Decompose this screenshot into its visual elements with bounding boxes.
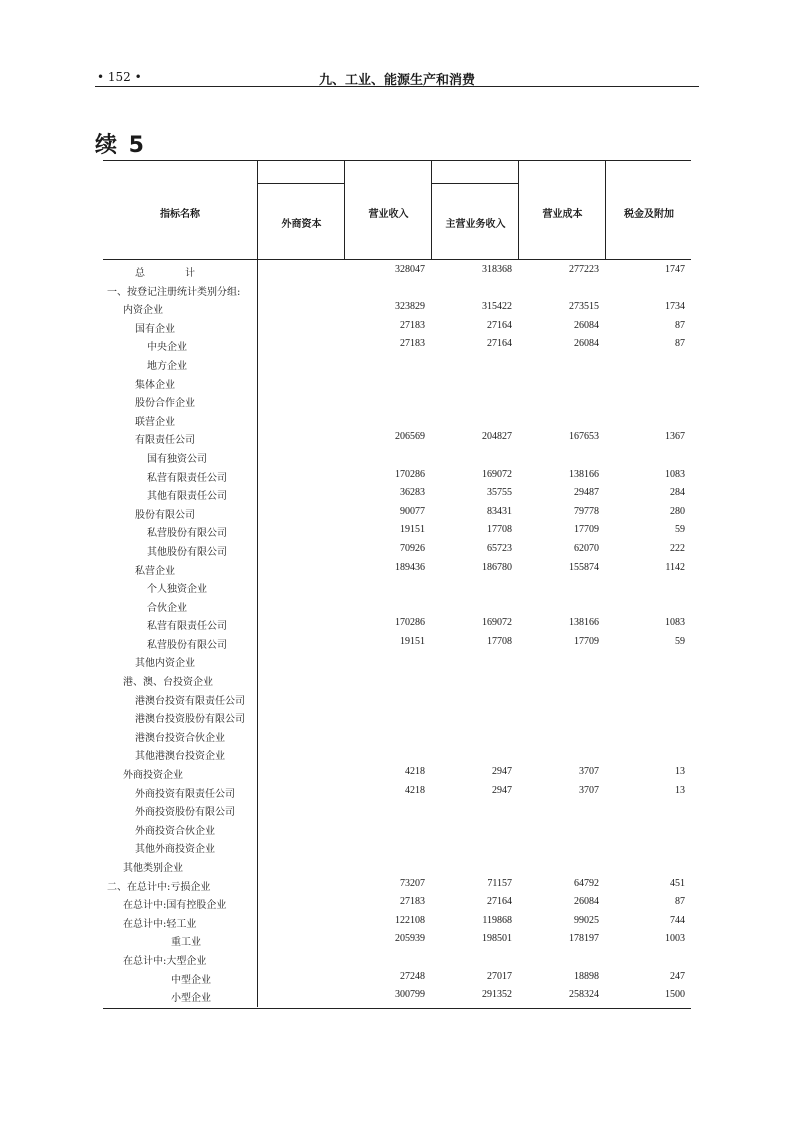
- col-header-taxes-surcharges: 税金及附加: [605, 161, 692, 259]
- table-row: [103, 597, 691, 616]
- cell-value: 277223: [569, 264, 599, 275]
- row-label: 小型企业: [171, 993, 211, 1005]
- cell-value: 13: [675, 784, 685, 796]
- cell-value: 64792: [574, 877, 599, 889]
- cell-value: 451: [670, 877, 685, 889]
- cell-value: 206569: [395, 431, 425, 443]
- row-label: 外商投资股份有限公司: [135, 807, 235, 819]
- col-header-operating-revenue: 营业收入: [344, 161, 432, 259]
- cell-value: 1083: [665, 617, 685, 629]
- table-row: [103, 374, 691, 393]
- table-row: [103, 820, 691, 839]
- row-label: 国有独资公司: [147, 453, 207, 465]
- table-row: [103, 931, 691, 950]
- row-label: 港澳台投资有限责任公司: [135, 695, 245, 707]
- table-row: [103, 708, 691, 727]
- table-row: [103, 522, 691, 541]
- cell-value: 26084: [574, 338, 599, 350]
- cell-value: 3707: [579, 766, 599, 778]
- row-label: 在总计中:国有控股企业: [123, 900, 227, 912]
- cell-value: 36283: [400, 487, 425, 499]
- table-row: [103, 764, 691, 783]
- table-row: [103, 281, 691, 300]
- cell-value: 167653: [569, 431, 599, 443]
- row-label: 一、按登记注册统计类别分组:: [107, 286, 241, 298]
- cell-value: 4218: [405, 766, 425, 778]
- cell-value: 17708: [487, 635, 512, 647]
- table-row: [103, 987, 691, 1006]
- cell-value: 27248: [400, 970, 425, 982]
- continuation-title: 续 5: [95, 133, 146, 158]
- table-row: [103, 745, 691, 764]
- cell-value: 83431: [487, 505, 512, 517]
- cell-value: 4218: [405, 784, 425, 796]
- cell-value: 87: [675, 338, 685, 350]
- cell-value: 122108: [395, 914, 425, 926]
- header-subline: [432, 183, 519, 184]
- cell-value: 1734: [665, 301, 685, 313]
- cell-value: 222: [670, 542, 685, 554]
- table-header: [103, 160, 691, 260]
- cell-value: 27164: [487, 338, 512, 350]
- row-label: 二、在总计中:亏损企业: [107, 881, 211, 893]
- cell-value: 17708: [487, 524, 512, 536]
- table-body: [103, 260, 691, 1009]
- cell-value: 328047: [395, 264, 425, 275]
- cell-value: 315422: [482, 301, 512, 313]
- row-label: 其他内资企业: [135, 658, 195, 670]
- cell-value: 59: [675, 635, 685, 647]
- cell-value: 87: [675, 896, 685, 908]
- table-row: [103, 578, 691, 597]
- cell-value: 17709: [574, 524, 599, 536]
- cell-value: 87: [675, 319, 685, 331]
- table-row: [103, 838, 691, 857]
- cell-value: 29487: [574, 487, 599, 499]
- table-row: [103, 448, 691, 467]
- running-title: 九、工业、能源生产和消费: [318, 73, 475, 88]
- row-label: 私营有限责任公司: [147, 472, 227, 484]
- table-row: [103, 727, 691, 746]
- col-header-main-business-revenue: 主营业务收入: [431, 161, 519, 259]
- table-row: [103, 857, 691, 876]
- cell-value: 18898: [574, 970, 599, 982]
- cell-value: 1083: [665, 468, 685, 480]
- cell-value: 27164: [487, 319, 512, 331]
- cell-value: 79778: [574, 505, 599, 517]
- cell-value: 35755: [487, 487, 512, 499]
- table-row: [103, 969, 691, 988]
- table-row: [103, 318, 691, 337]
- cell-value: 744: [670, 914, 685, 926]
- row-label: 合伙企业: [147, 602, 187, 614]
- cell-value: 27164: [487, 896, 512, 908]
- row-label: 联营企业: [135, 416, 175, 428]
- row-label: 私营股份有限公司: [147, 528, 227, 540]
- table-row: [103, 615, 691, 634]
- row-label: 其他有限责任公司: [147, 491, 227, 503]
- table-row: [103, 336, 691, 355]
- row-label: 总 计: [135, 268, 195, 279]
- cell-value: 62070: [574, 542, 599, 554]
- cell-value: 1747: [665, 264, 685, 275]
- col-header-indicator: 指标名称: [160, 209, 200, 220]
- row-label: 外商投资合伙企业: [135, 825, 215, 837]
- table-row: [103, 485, 691, 504]
- row-label: 中央企业: [147, 342, 187, 354]
- row-label: 在总计中:轻工业: [123, 918, 197, 930]
- cell-value: 19151: [400, 524, 425, 536]
- cell-value: 70926: [400, 542, 425, 554]
- row-label: 内资企业: [123, 305, 163, 317]
- cell-value: 99025: [574, 914, 599, 926]
- table-row: [103, 299, 691, 318]
- table-row: [103, 894, 691, 913]
- row-label: 外商投资企业: [123, 770, 183, 782]
- table-row: [103, 671, 691, 690]
- table-row: [103, 634, 691, 653]
- page-header: [95, 66, 699, 87]
- cell-value: 169072: [482, 468, 512, 480]
- row-label: 私营股份有限公司: [147, 639, 227, 651]
- page-number: • 152 •: [97, 70, 142, 84]
- cell-value: 178197: [569, 933, 599, 945]
- table-row: [103, 876, 691, 895]
- row-label: 股份有限公司: [135, 509, 195, 521]
- table-row: [103, 652, 691, 671]
- table-row: [103, 392, 691, 411]
- column-divider: [257, 258, 258, 1007]
- cell-value: 65723: [487, 542, 512, 554]
- table-row: [103, 690, 691, 709]
- table-row: [103, 801, 691, 820]
- cell-value: 119868: [482, 914, 512, 926]
- table-row: [103, 411, 691, 430]
- row-label: 重工业: [171, 937, 201, 949]
- cell-value: 19151: [400, 635, 425, 647]
- table-row: [103, 429, 691, 448]
- row-label: 在总计中:大型企业: [123, 955, 207, 967]
- row-label: 中型企业: [171, 974, 211, 986]
- cell-value: 27183: [400, 319, 425, 331]
- table-row: [103, 467, 691, 486]
- cell-value: 284: [670, 487, 685, 499]
- cell-value: 169072: [482, 617, 512, 629]
- cell-value: 323829: [395, 301, 425, 313]
- cell-value: 204827: [482, 431, 512, 443]
- cell-value: 300799: [395, 989, 425, 1001]
- table-row: [103, 541, 691, 560]
- cell-value: 3707: [579, 784, 599, 796]
- row-label: 外商投资有限责任公司: [135, 788, 235, 800]
- cell-value: 13: [675, 766, 685, 778]
- cell-value: 155874: [569, 561, 599, 573]
- table-row: [103, 913, 691, 932]
- row-label: 私营有限责任公司: [147, 621, 227, 633]
- cell-value: 26084: [574, 319, 599, 331]
- row-label: 个人独资企业: [147, 584, 207, 596]
- cell-value: 318368: [482, 264, 512, 275]
- data-table: [103, 160, 691, 1009]
- cell-value: 27183: [400, 338, 425, 350]
- cell-value: 273515: [569, 301, 599, 313]
- cell-value: 26084: [574, 896, 599, 908]
- row-label: 港澳台投资合伙企业: [135, 732, 225, 744]
- cell-value: 59: [675, 524, 685, 536]
- cell-value: 170286: [395, 468, 425, 480]
- cell-value: 138166: [569, 617, 599, 629]
- row-label: 有限责任公司: [135, 435, 195, 447]
- cell-value: 170286: [395, 617, 425, 629]
- cell-value: 90077: [400, 505, 425, 517]
- col-header-foreign-capital: 外商资本: [257, 161, 345, 259]
- col-header-operating-cost: 营业成本: [518, 161, 606, 259]
- cell-value: 280: [670, 505, 685, 517]
- row-label: 私营企业: [135, 565, 175, 577]
- table-row: [103, 950, 691, 969]
- cell-value: 189436: [395, 561, 425, 573]
- cell-value: 1367: [665, 431, 685, 443]
- row-label: 港、澳、台投资企业: [123, 677, 213, 689]
- cell-value: 27183: [400, 896, 425, 908]
- table-row: [103, 560, 691, 579]
- row-label: 集体企业: [135, 379, 175, 391]
- row-label: 国有企业: [135, 323, 175, 335]
- cell-value: 1003: [665, 933, 685, 945]
- cell-value: 17709: [574, 635, 599, 647]
- table-row: [103, 504, 691, 523]
- cell-value: 186780: [482, 561, 512, 573]
- cell-value: 258324: [569, 989, 599, 1001]
- table-row: [103, 262, 691, 281]
- cell-value: 247: [670, 970, 685, 982]
- row-label: 地方企业: [147, 360, 187, 372]
- cell-value: 1500: [665, 989, 685, 1001]
- row-label: 其他港澳台投资企业: [135, 751, 225, 763]
- cell-value: 198501: [482, 933, 512, 945]
- header-subline: [258, 183, 345, 184]
- cell-value: 205939: [395, 933, 425, 945]
- cell-value: 2947: [492, 784, 512, 796]
- cell-value: 138166: [569, 468, 599, 480]
- row-label: 其他股份有限公司: [147, 546, 227, 558]
- cell-value: 2947: [492, 766, 512, 778]
- cell-value: 1142: [665, 561, 685, 573]
- cell-value: 73207: [400, 877, 425, 889]
- cell-value: 27017: [487, 970, 512, 982]
- table-row: [103, 355, 691, 374]
- row-label: 其他类别企业: [123, 863, 183, 874]
- cell-value: 291352: [482, 989, 512, 1001]
- row-label: 港澳台投资股份有限公司: [135, 714, 245, 726]
- table-row: [103, 783, 691, 802]
- row-label: 股份合作企业: [135, 398, 195, 410]
- cell-value: 71157: [487, 877, 512, 889]
- row-label: 其他外商投资企业: [135, 844, 215, 856]
